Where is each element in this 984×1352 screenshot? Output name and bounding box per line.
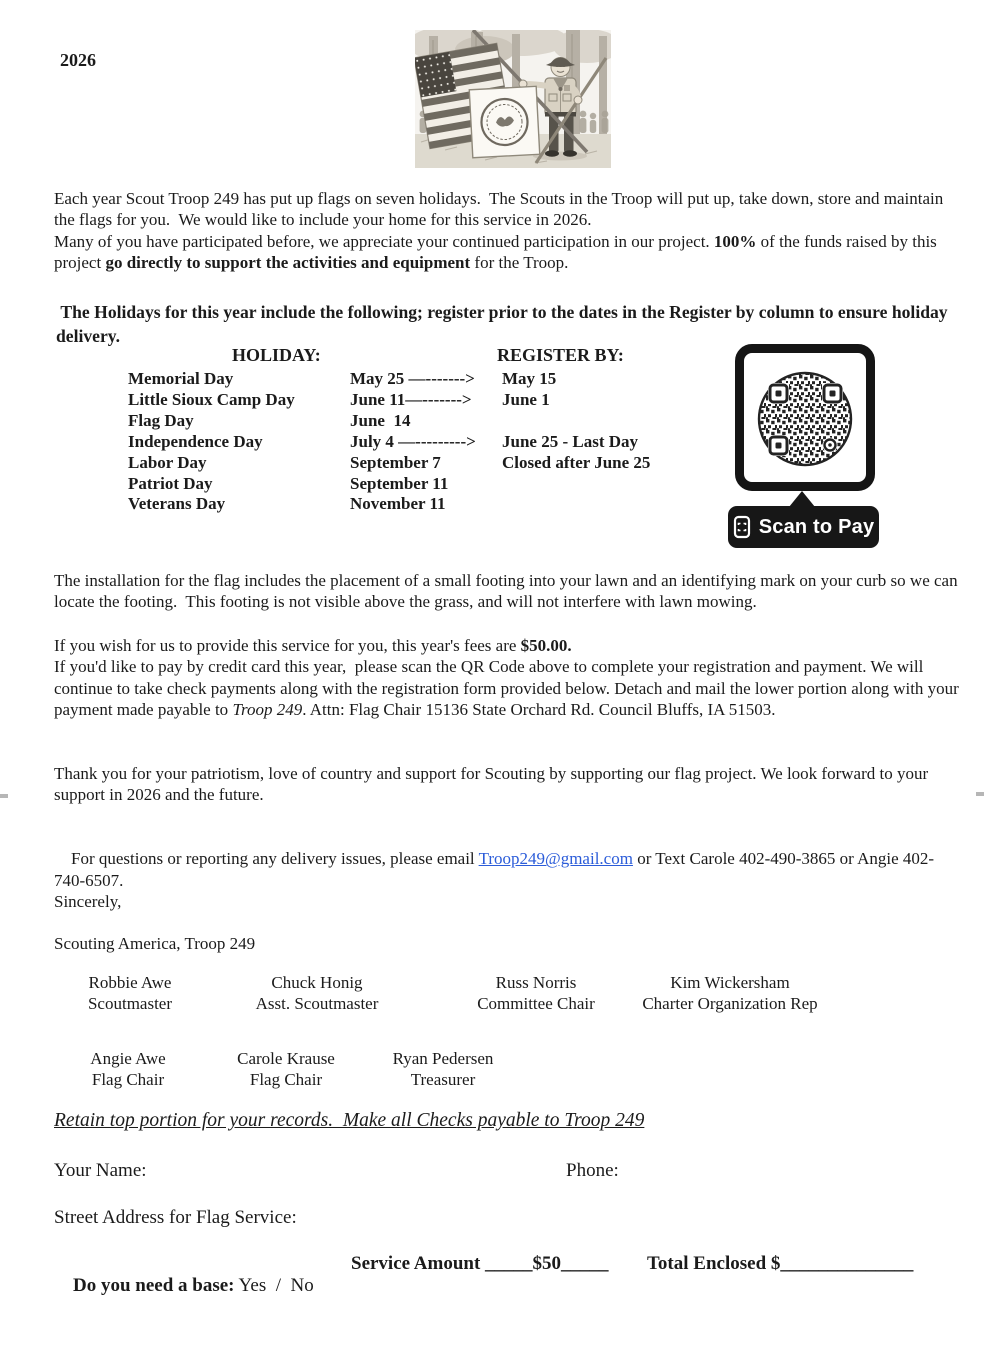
fees-text-3: . Attn: Flag Chair 15136 State Orchard Rd. Council Bluffs, IA 51503. bbox=[302, 700, 776, 720]
holiday-column-header: HOLIDAY: bbox=[232, 345, 321, 365]
signature-name: Russ Norris bbox=[495, 973, 577, 992]
qr-code-graphic bbox=[744, 353, 866, 482]
register-by-date: Closed after June 25 bbox=[502, 452, 651, 472]
scan-to-pay-label: Scan to Pay bbox=[758, 515, 875, 538]
holiday-name: Memorial Day bbox=[128, 369, 234, 388]
scan-badge-pointer bbox=[789, 491, 815, 507]
signature-role: Treasurer bbox=[410, 1069, 476, 1089]
questions-text-2: or Text Carole 402-490-3865 or Angie 402-740-6507. bbox=[54, 849, 935, 890]
register-by-date: June 1 bbox=[502, 389, 550, 409]
installation-paragraph: The installation for the flag includes the placement of a small footing into your lawn and an identifying mark on your curb so we can locate the footing. This footing is not visible above the grass, and will not interfere with lawn mowing. bbox=[54, 571, 962, 612]
signature-name: Chuck Honig bbox=[271, 973, 363, 992]
questions-paragraph bbox=[54, 827, 959, 913]
base-options: Yes / No bbox=[234, 1275, 314, 1296]
scout-flag-illustration bbox=[415, 30, 611, 168]
intro-text-2: Many of you have participated before, we appreciate your continued participation in our project. bbox=[54, 231, 714, 251]
holiday-row bbox=[128, 390, 728, 411]
phone-label: Phone: bbox=[566, 1160, 619, 1181]
register-by-date bbox=[502, 411, 728, 432]
holiday-row bbox=[128, 474, 728, 495]
holiday-name: Veterans Day bbox=[128, 494, 226, 514]
intro-paragraph bbox=[54, 188, 959, 274]
signature-block bbox=[610, 973, 850, 1015]
register-by-date: May 15 bbox=[502, 369, 557, 388]
troop-flag bbox=[469, 86, 539, 157]
intro-text-1: Each year Scout Troop 249 has put up flags on seven holidays. The Scouts in the Troop will put up, take down, store and maintain the flags for you. We would like to include your home for this service in 2026. bbox=[54, 189, 948, 230]
holiday-date: June 14 bbox=[350, 410, 411, 430]
register-by-date: June 25 - Last Day bbox=[502, 431, 639, 451]
register-by-date bbox=[502, 474, 728, 495]
holiday-name: Flag Day bbox=[128, 410, 194, 430]
fees-text-2: If you'd like to pay by credit card this year, please scan the QR Code above to complete your registration and payment. We will continue to take check payments along with the registration form provided below. Detach and mail the lower portion along with your payment made payable to bbox=[54, 657, 964, 720]
scan-to-pay-badge bbox=[728, 506, 879, 548]
signature-role: Flag Chair bbox=[249, 1069, 323, 1089]
questions-text-1: For questions or reporting any delivery issues, please email bbox=[71, 849, 479, 869]
intro-text-3: of the funds raised by this project bbox=[54, 231, 942, 273]
fees-troop-italic: Troop 249 bbox=[232, 700, 303, 720]
signature-name: Carole Krause bbox=[237, 1049, 335, 1068]
organization-name: Scouting America, Troop 249 bbox=[54, 934, 256, 953]
signature-block bbox=[343, 1049, 543, 1091]
email-link[interactable]: Troop249@gmail.com bbox=[478, 849, 633, 869]
qr-code bbox=[735, 344, 875, 491]
base-question bbox=[54, 1253, 314, 1319]
signature-block bbox=[436, 973, 636, 1015]
signature-role: Flag Chair bbox=[91, 1069, 165, 1089]
total-enclosed-label: Total Enclosed $______________ bbox=[647, 1253, 914, 1274]
intro-bold-support: go directly to support the activities and equipment bbox=[105, 253, 471, 273]
signature-name: Robbie Awe bbox=[88, 973, 172, 992]
holiday-row bbox=[128, 369, 728, 390]
year-label: 2026 bbox=[60, 50, 96, 70]
holiday-date: July 4 —---------> bbox=[350, 431, 476, 451]
holiday-row bbox=[128, 432, 728, 453]
sincerely-text: Sincerely, bbox=[54, 892, 122, 911]
retain-notice: Retain top portion for your records. Make all Checks payable to Troop 249 bbox=[54, 1110, 645, 1131]
holiday-name: Little Sioux Camp Day bbox=[128, 389, 295, 409]
register-by-date bbox=[502, 494, 728, 515]
page-edge-mark-left bbox=[0, 794, 8, 798]
holiday-date: November 11 bbox=[350, 494, 446, 514]
service-amount-label: Service Amount _____$50_____ bbox=[351, 1253, 609, 1274]
signature-role: Scoutmaster bbox=[87, 993, 173, 1013]
fees-text-1: If you wish for us to provide this service for you, this year's fees are bbox=[54, 636, 521, 655]
holiday-date: May 25 —-------> bbox=[350, 369, 475, 388]
fees-amount-bold: $50.00. bbox=[520, 636, 572, 655]
holiday-table bbox=[128, 369, 728, 515]
intro-bold-100: 100% bbox=[713, 231, 757, 251]
holiday-name: Labor Day bbox=[128, 452, 207, 472]
signature-role: Asst. Scoutmaster bbox=[255, 993, 379, 1013]
signature-role: Committee Chair bbox=[477, 993, 595, 1013]
holiday-date: June 11—-------> bbox=[350, 389, 472, 409]
holiday-date: September 11 bbox=[350, 473, 449, 493]
signature-name: Kim Wickersham bbox=[670, 973, 790, 992]
phone-scan-icon bbox=[733, 515, 751, 539]
signature-block bbox=[217, 973, 417, 1015]
street-address-label: Street Address for Flag Service: bbox=[54, 1207, 297, 1228]
holidays-heading: The Holidays for this year include the following; register prior to the dates in the Register by column to ensure holiday delivery. bbox=[56, 302, 952, 346]
holiday-row bbox=[128, 453, 728, 474]
signature-name: Angie Awe bbox=[90, 1049, 166, 1068]
intro-text-4: for the Troop. bbox=[470, 253, 569, 273]
signature-block bbox=[30, 973, 230, 1015]
your-name-label: Your Name: bbox=[54, 1160, 147, 1181]
holiday-name: Independence Day bbox=[128, 431, 263, 451]
signature-role: Charter Organization Rep bbox=[642, 993, 818, 1013]
register-column-header: REGISTER BY: bbox=[497, 345, 624, 365]
holiday-date: September 7 bbox=[350, 452, 441, 472]
holiday-row bbox=[128, 411, 728, 432]
fees-paragraph bbox=[54, 635, 964, 721]
holiday-row bbox=[128, 494, 728, 515]
signature-name: Ryan Pedersen bbox=[392, 1049, 494, 1068]
base-question-label: Do you need a base: bbox=[73, 1275, 235, 1296]
thanks-paragraph: Thank you for your patriotism, love of country and support for Scouting by supporting our flag project. We look forward to your support in 2026 and the future. bbox=[54, 764, 933, 805]
page-edge-mark-right bbox=[976, 792, 984, 796]
holiday-name: Patriot Day bbox=[128, 473, 213, 493]
